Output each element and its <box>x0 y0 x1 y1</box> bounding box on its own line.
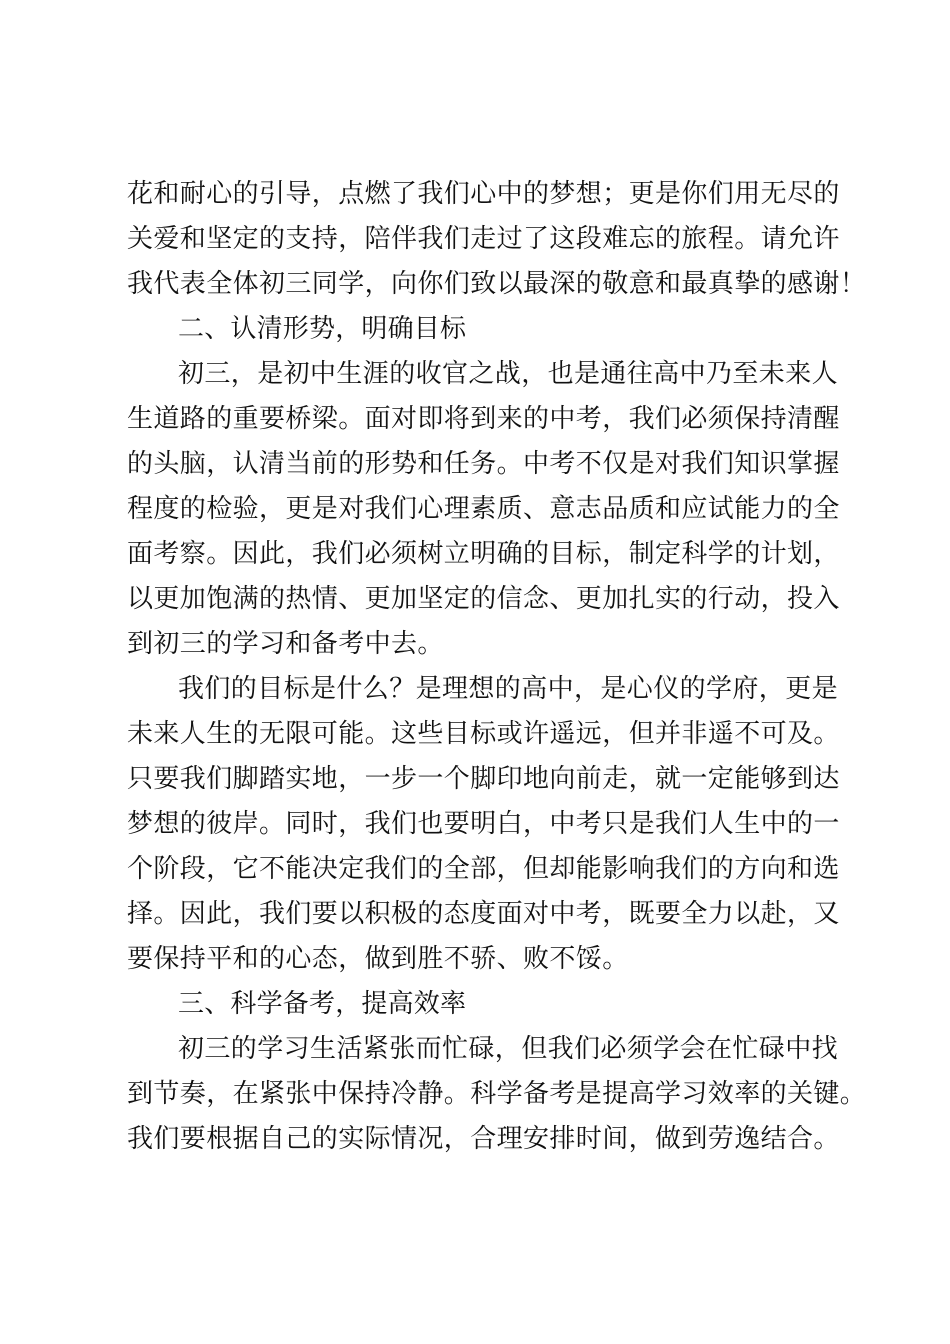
paragraph-line: 梦想的彼岸。同时，我们也要明白，中考只是我们人生中的一 <box>127 809 840 839</box>
section-heading: 三、科学备考，提高效率 <box>178 989 467 1019</box>
paragraph-line: 花和耐心的引导，点燃了我们心中的梦想；更是你们用无尽的 <box>127 179 840 209</box>
paragraph-line: 生道路的重要桥梁。面对即将到来的中考，我们必须保持清醒 <box>127 404 840 434</box>
paragraph-line: 关爱和坚定的支持，陪伴我们走过了这段难忘的旅程。请允许 <box>127 224 840 254</box>
paragraph-line: 我们的目标是什么？是理想的高中，是心仪的学府，更是 <box>178 674 839 704</box>
paragraph-line: 择。因此，我们要以积极的态度面对中考，既要全力以赴，又 <box>127 899 840 929</box>
paragraph-line: 初三的学习生活紧张而忙碌，但我们必须学会在忙碌中找 <box>178 1034 839 1064</box>
paragraph-line: 到初三的学习和备考中去。 <box>127 629 444 659</box>
paragraph-line: 到节奏，在紧张中保持冷静。科学备考是提高学习效率的关键。 <box>127 1079 867 1109</box>
paragraph-line: 只要我们脚踏实地，一步一个脚印地向前走，就一定能够到达 <box>127 764 840 794</box>
paragraph-line: 程度的检验，更是对我们心理素质、意志品质和应试能力的全 <box>127 494 840 524</box>
paragraph-line: 我代表全体初三同学，向你们致以最深的敬意和最真挚的感谢！ <box>127 269 867 299</box>
paragraph-line: 初三，是初中生涯的收官之战，也是通往高中乃至未来人 <box>178 359 839 389</box>
paragraph-line: 以更加饱满的热情、更加坚定的信念、更加扎实的行动，投入 <box>127 584 840 614</box>
paragraph-line: 要保持平和的心态，做到胜不骄、败不馁。 <box>127 944 629 974</box>
paragraph-line: 我们要根据自己的实际情况，合理安排时间，做到劳逸结合。 <box>127 1124 840 1154</box>
paragraph-line: 未来人生的无限可能。这些目标或许遥远，但并非遥不可及。 <box>127 719 840 749</box>
section-heading: 二、认清形势，明确目标 <box>178 314 467 344</box>
paragraph-line: 面考察。因此，我们必须树立明确的目标，制定科学的计划， <box>127 539 840 569</box>
paragraph-line: 的头脑，认清当前的形势和任务。中考不仅是对我们知识掌握 <box>127 449 840 479</box>
paragraph-line: 个阶段，它不能决定我们的全部，但却能影响我们的方向和选 <box>127 854 840 884</box>
